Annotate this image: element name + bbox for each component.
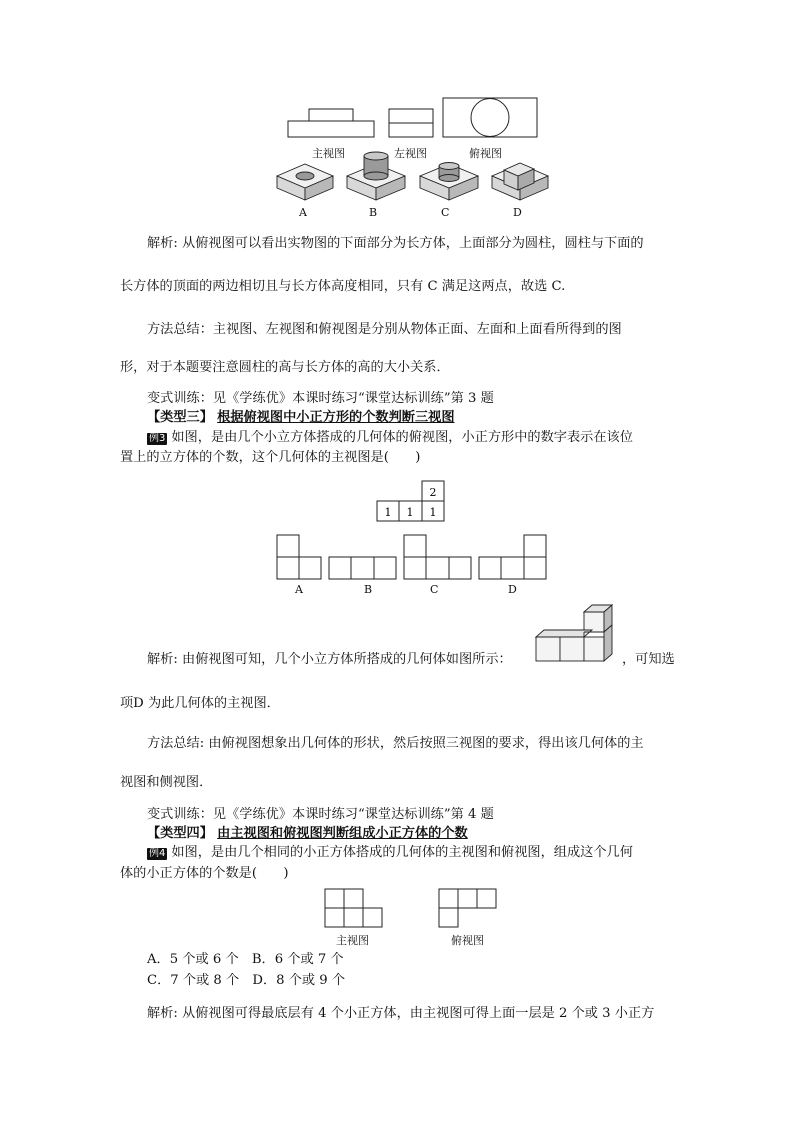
ex3-option-a-label: A: [295, 583, 303, 596]
solid-option-b: [345, 150, 407, 203]
ex3-option-d-label: D: [508, 583, 517, 596]
type4-bracket: 【类型四】: [147, 826, 213, 841]
option-b-label: B: [369, 206, 378, 219]
option-c-label: C: [441, 206, 450, 219]
grid-num-1: 1: [384, 506, 392, 519]
ex4-question-text1: 如图，是由几个相同的小正方体搭成的几何体的主视图和俯视图，组成这个几何: [171, 845, 633, 860]
type3-bracket: 【类型三】: [147, 410, 213, 425]
ex3-practice: 变式训练：见《学练优》本课时练习“课堂达标训练”第 4 题: [147, 807, 494, 822]
type4-heading: [147, 826, 468, 842]
ex4-analysis-line1: 解析: 从俯视图可得最底层有 4 个小正方体，由主视图可得上面一层是 2 个或 3 小正方: [147, 1006, 655, 1021]
ex2-summary-line2: 形，对于本题要注意圆柱的高与长方体的高的大小关系．: [120, 360, 450, 375]
ex3-analysis-line1a: 解析: 由俯视图可知，几个小立方体所搭成的几何体如图所示：: [147, 652, 512, 667]
ex3-question-text1: 如图，是由几个小立方体搭成的几何体的俯视图，小正方形中的数字表示在该位: [171, 430, 633, 445]
ex4-top-view-label: 俯视图: [451, 934, 484, 947]
grid-num-3: 1: [429, 506, 437, 519]
ex3-analysis-line1b: ，可知选: [622, 652, 675, 667]
ex4-choices-line2: C．7 个或 8 个 D．8 个或 9 个: [147, 973, 346, 988]
top-view-label: 俯视图: [469, 147, 502, 160]
ex4-front-view-label: 主视图: [336, 934, 369, 947]
ex2-practice: 变式训练：见《学练优》本课时练习“课堂达标训练”第 3 题: [147, 391, 494, 406]
ex3-analysis-line2: 项D 为此几何体的主视图．: [120, 696, 280, 711]
ex3-option-c-label: C: [430, 583, 439, 596]
ex3-summary-line2: 视图和侧视图．: [120, 775, 213, 790]
ex2-summary-line1: 方法总结：主视图、左视图和俯视图是分别从物体正面、左面和上面看所得到的图: [147, 322, 622, 337]
ex3-option-views: [274, 532, 550, 582]
solid-option-d: [490, 154, 550, 203]
grid-num-2: 1: [406, 506, 414, 519]
type3-title: 根据俯视图中小正方形的个数判断三视图: [217, 410, 455, 425]
ex3-cubes-figure: [534, 603, 622, 665]
ex4-badge: 例4: [149, 848, 166, 859]
ex3-option-b-label: B: [364, 583, 373, 596]
ex3-question-line2: 置上的立方体的个数，这个几何体的主视图是( ): [120, 450, 421, 465]
left-view-label: 左视图: [394, 147, 427, 160]
front-view-label: 主视图: [312, 147, 345, 160]
ex3-top-view-grid: [374, 478, 446, 524]
type3-heading: [147, 410, 455, 426]
ex2-analysis-line2: 长方体的顶面的两边相切且与长方体高度相同，只有 C 满足这两点，故选 C.: [120, 279, 566, 294]
ex3-question-line1: [147, 430, 633, 446]
option-d-label: D: [513, 206, 522, 219]
ex4-choices-line1: A．5 个或 6 个 B．6 个或 7 个: [147, 952, 344, 967]
solid-option-a: [275, 158, 335, 203]
three-views-figure: [285, 95, 540, 147]
ex4-question-line1: [147, 845, 633, 861]
ex4-question-line2: 体的小正方体的个数是( ): [120, 866, 289, 881]
ex2-analysis-line1: 解析: 从俯视图可以看出实物图的下面部分为长方体，上面部分为圆柱，圆柱与下面的: [147, 236, 644, 251]
ex3-badge: 例3: [149, 433, 166, 444]
ex4-views-figure: [322, 886, 500, 932]
solid-option-c: [418, 156, 480, 203]
ex3-summary-line1: 方法总结: 由俯视图想象出几何体的形状，然后按照三视图的要求，得出该几何体的主: [147, 736, 644, 751]
type4-title: 由主视图和俯视图判断组成小正方体的个数: [217, 826, 468, 841]
grid-num-top: 2: [429, 486, 437, 499]
option-a-label: A: [299, 206, 307, 219]
